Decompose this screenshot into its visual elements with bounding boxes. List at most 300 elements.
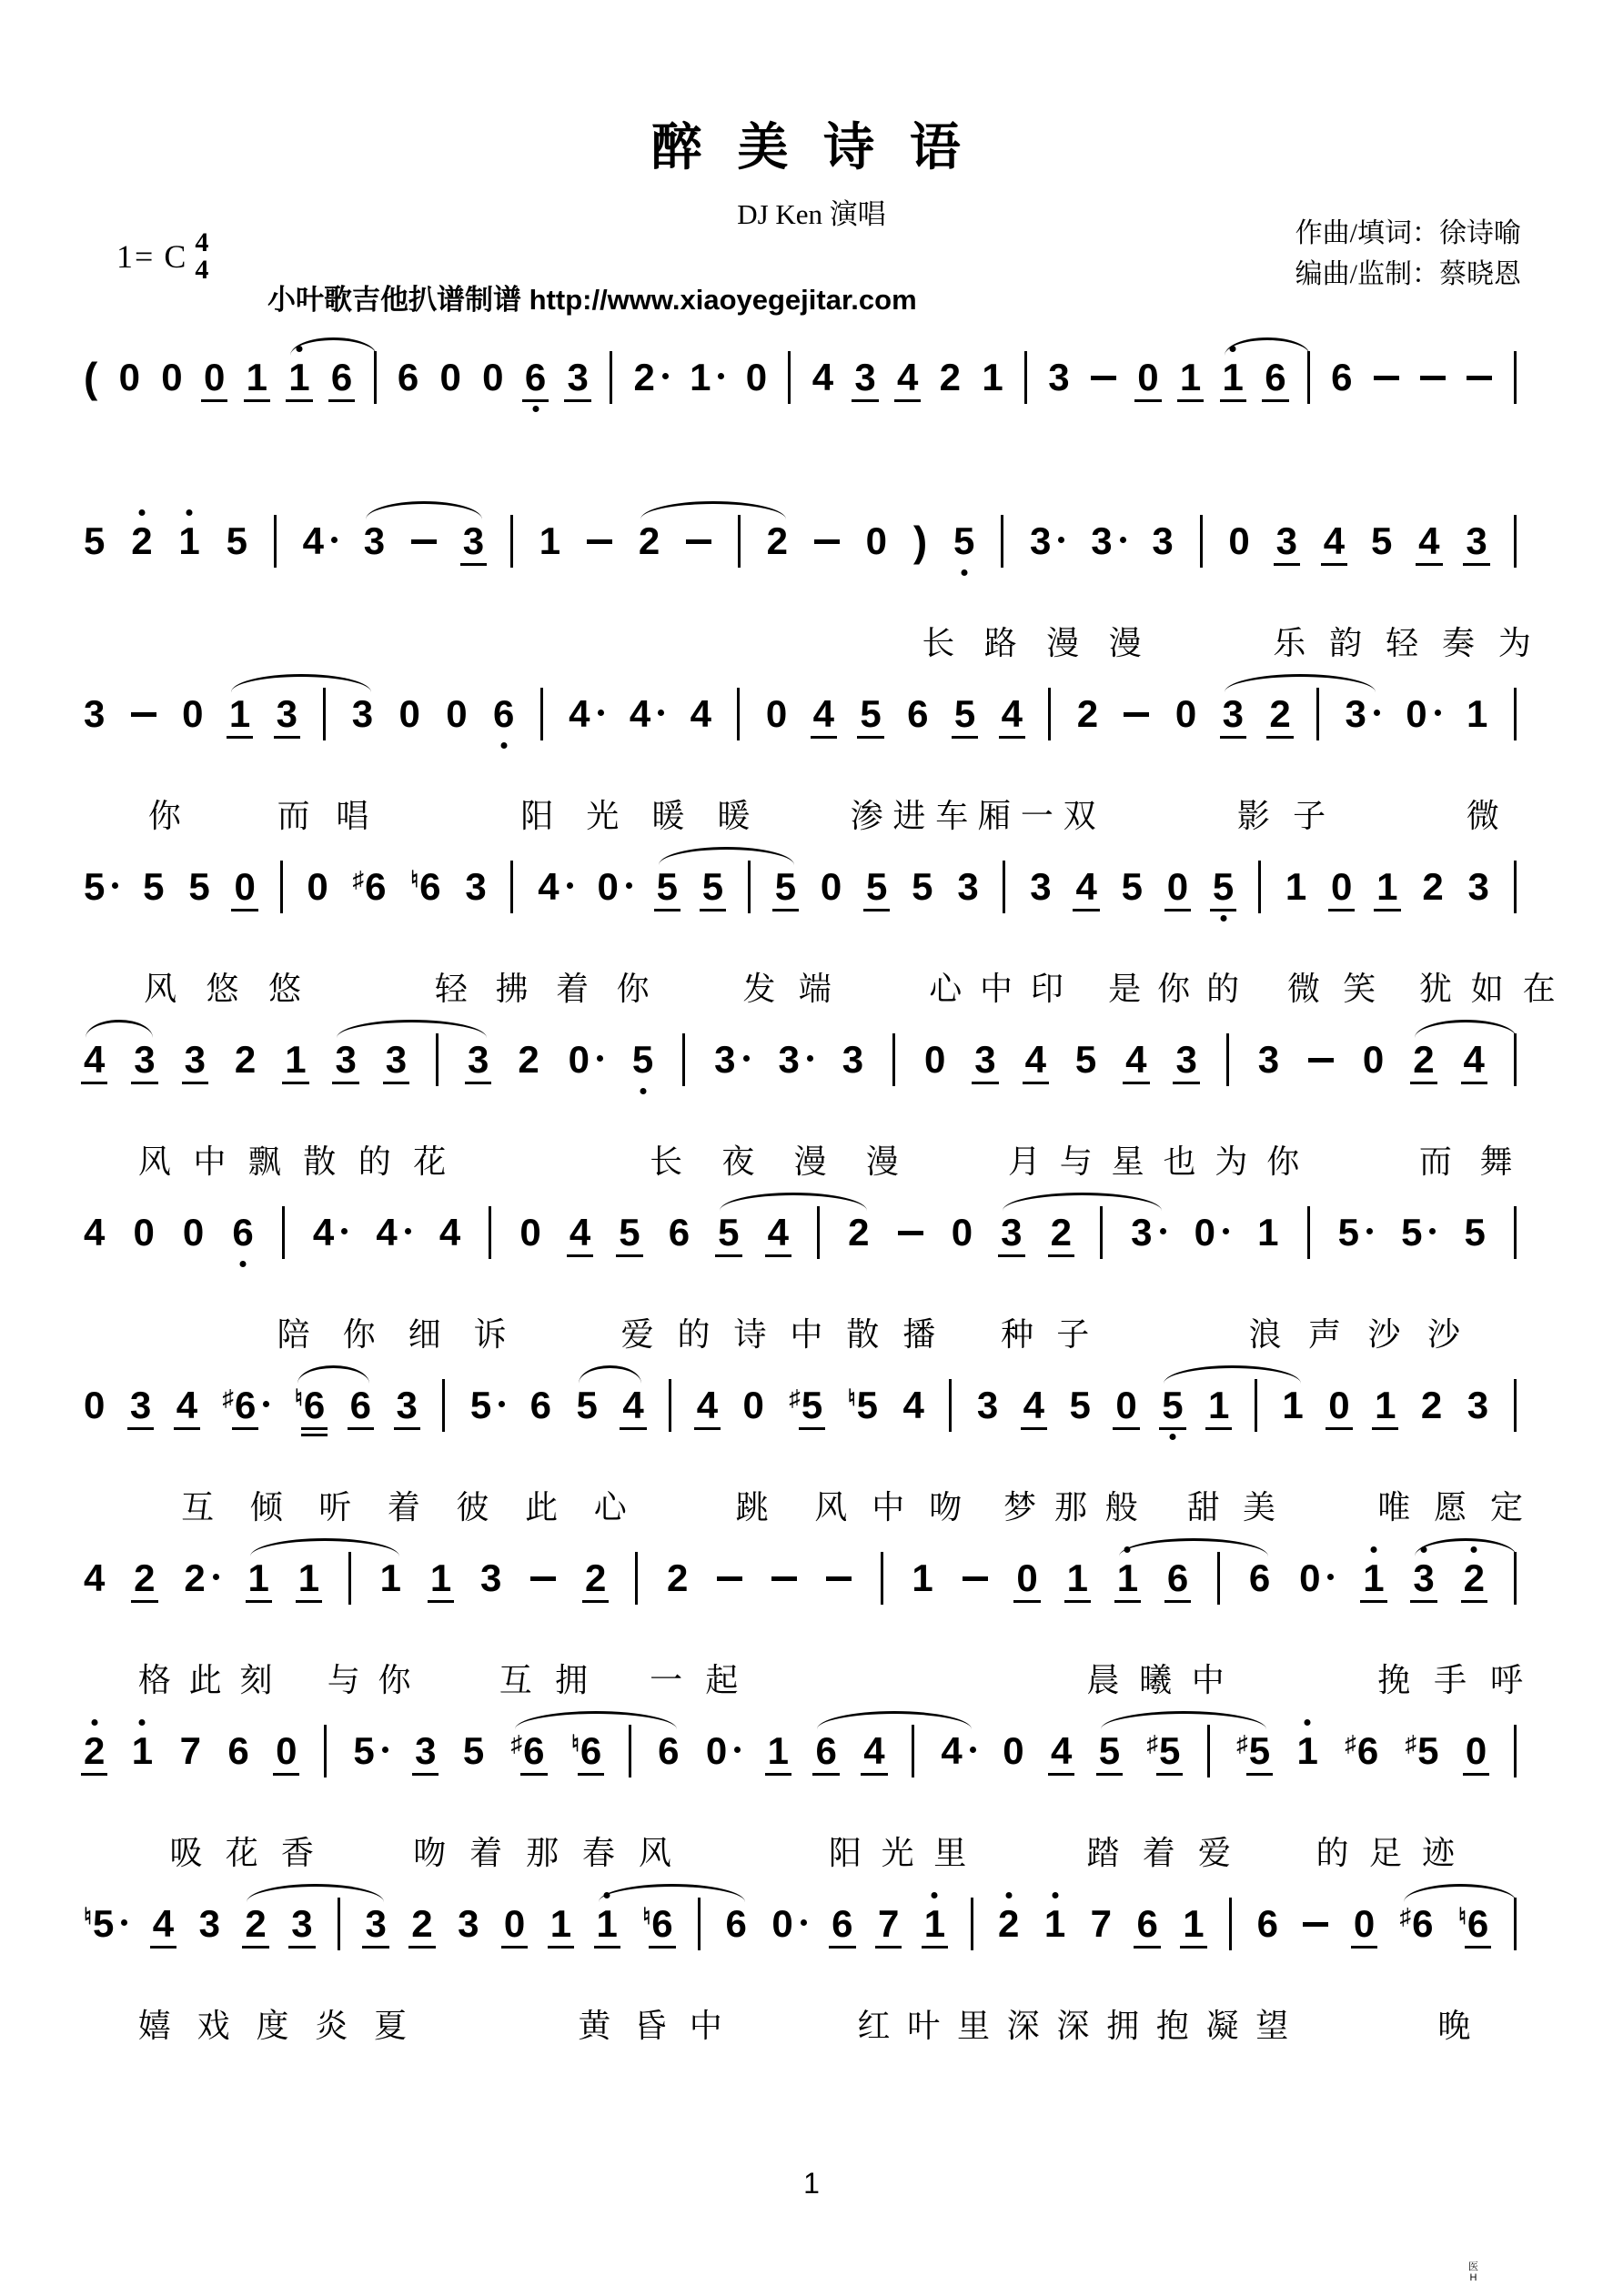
note-digit: 5 — [702, 868, 723, 906]
augmentation-dot — [1366, 1228, 1373, 1234]
underline-beam — [1266, 736, 1293, 739]
note — [666, 1556, 689, 1599]
note-digit: 0 — [1137, 358, 1158, 397]
octave-up-dot — [932, 1892, 938, 1898]
note-digit: 4 — [1324, 522, 1345, 560]
underline-beam — [328, 399, 355, 402]
note-digit: 1 — [912, 1556, 933, 1599]
note-digit: 3 — [842, 1038, 864, 1081]
barline — [817, 1206, 820, 1259]
note-digit: 4 — [863, 1732, 884, 1770]
barline — [1229, 1898, 1232, 1950]
note — [84, 1902, 127, 1945]
barline — [669, 1379, 671, 1432]
lyric-segment: 吻着那春风 — [413, 1834, 695, 1871]
notes-row — [84, 1722, 1517, 1780]
note-digit: 2 — [638, 519, 660, 562]
note-digit: 0 — [307, 865, 328, 908]
note — [1331, 865, 1353, 908]
note-digit: 5 — [856, 1384, 879, 1426]
note-digit: 3 — [458, 1902, 479, 1945]
note — [510, 1729, 545, 1772]
note-digit: 3 — [277, 695, 297, 733]
note — [982, 358, 1003, 397]
note — [1413, 1038, 1435, 1081]
octave-up-dot — [91, 1719, 97, 1726]
note — [1183, 1902, 1205, 1945]
note-digit: 1 — [1257, 1211, 1279, 1254]
note-digit: 4 — [1464, 1041, 1485, 1079]
note-digit: 2 — [1420, 1384, 1443, 1426]
note — [161, 358, 182, 397]
lyric-segment: 发端 — [742, 970, 854, 1007]
underline-beam — [852, 399, 878, 402]
note-digit: 1 — [1044, 1905, 1065, 1943]
underline-beam — [1374, 909, 1400, 911]
note — [941, 1729, 975, 1772]
underline-beam — [1410, 1082, 1437, 1084]
barline — [510, 515, 513, 568]
note — [903, 1386, 924, 1425]
score-system-10 — [84, 1895, 1517, 2042]
underline-beam — [244, 399, 270, 402]
note — [789, 1386, 822, 1425]
corner-watermark-bottom: H — [1469, 2272, 1477, 2283]
note-digit: 1 — [690, 356, 711, 398]
note-digit: 1 — [1297, 1732, 1318, 1770]
note — [1465, 1213, 1486, 1252]
underline-beam — [274, 736, 300, 739]
note — [331, 358, 352, 397]
barline — [881, 1552, 883, 1605]
note-digit: 3 — [854, 358, 875, 397]
note — [1222, 692, 1244, 735]
underline-beam — [857, 736, 883, 739]
barline — [1514, 1206, 1517, 1259]
note — [977, 1386, 998, 1425]
lyric-segment: 互拥 — [499, 1661, 611, 1698]
augmentation-dot — [743, 1055, 750, 1062]
underline-beam — [81, 1082, 107, 1084]
note — [1421, 1386, 1442, 1425]
note — [245, 1902, 267, 1945]
underline-beam — [1177, 399, 1204, 402]
note-digit: 6 — [1356, 1729, 1379, 1772]
note-digit: 2 — [234, 1038, 257, 1081]
augmentation-dot — [567, 882, 573, 889]
underline-beam — [408, 1946, 435, 1949]
note — [622, 1386, 643, 1425]
slur-arc — [659, 847, 793, 865]
underline-beam — [288, 1946, 315, 1949]
note-digit: 5 — [1099, 1732, 1120, 1770]
lyric-segment: 是你的 — [1108, 970, 1256, 1007]
note — [335, 1038, 357, 1081]
note-digit: 3 — [1466, 522, 1487, 560]
underline-beam — [460, 563, 487, 566]
note-digit: 0 — [820, 865, 842, 908]
note — [1001, 1213, 1022, 1252]
note-digit: 6 — [493, 695, 514, 733]
lyric-segment: 陪你细诉 — [277, 1315, 539, 1353]
note — [465, 865, 487, 908]
underline-beam — [301, 1434, 328, 1436]
octave-up-dot — [138, 509, 145, 516]
note-digit: 0 — [234, 868, 255, 906]
note-digit: 6 — [1256, 1902, 1278, 1945]
note-digit: 6 — [365, 865, 387, 908]
note-digit: 5 — [718, 1213, 739, 1252]
note-digit: 2 — [939, 356, 962, 398]
note — [658, 1729, 680, 1772]
note-digit: 2 — [1422, 865, 1444, 908]
note — [820, 865, 842, 908]
octave-down-dot — [1169, 1434, 1175, 1440]
dash-note — [826, 1576, 852, 1581]
barline — [1048, 688, 1051, 740]
octave-down-dot — [640, 1088, 646, 1094]
note — [848, 1386, 878, 1425]
dash-note — [898, 1231, 923, 1235]
note-digit: 2 — [633, 356, 655, 398]
lyrics-row — [84, 1309, 1517, 1351]
note-digit: 3 — [976, 1384, 999, 1426]
sharp-icon: ♯ — [352, 867, 365, 892]
underline-beam — [174, 1427, 200, 1430]
dash-note — [963, 1576, 988, 1581]
slur-arc — [1415, 1020, 1516, 1038]
note — [1256, 1902, 1278, 1945]
dash-note — [1308, 1058, 1334, 1062]
note-digit: 2 — [84, 1732, 105, 1770]
note — [183, 1213, 204, 1252]
underline-beam — [131, 1082, 157, 1084]
note-digit: 6 — [1467, 1905, 1488, 1943]
note — [778, 1038, 812, 1081]
underline-beam — [567, 1254, 593, 1257]
underline-beam — [332, 1082, 358, 1084]
underline-beam — [1048, 1773, 1074, 1776]
note — [771, 1902, 806, 1945]
note-digit: 3 — [480, 1556, 502, 1599]
lyric-segment: 你 — [147, 797, 201, 834]
note — [812, 358, 833, 397]
note — [398, 692, 420, 735]
note-digit: 0 — [1003, 1729, 1024, 1772]
score-system-6 — [84, 1203, 1517, 1351]
barline — [1514, 861, 1517, 913]
note-digit: 3 — [1413, 1559, 1434, 1597]
sharp-icon: ♯ — [1405, 1731, 1417, 1757]
natural-icon: ♮ — [847, 1385, 856, 1411]
underline-beam — [812, 1773, 839, 1776]
note — [569, 692, 603, 735]
note — [1146, 1729, 1181, 1772]
underline-beam — [1416, 563, 1442, 566]
barline — [323, 688, 326, 740]
credits-block — [1295, 213, 1521, 295]
note — [188, 865, 210, 908]
note — [912, 1556, 933, 1599]
underline-beam — [582, 1600, 609, 1603]
note — [1299, 1556, 1334, 1599]
note — [84, 1386, 105, 1425]
slur-arc — [1404, 1884, 1517, 1902]
octave-up-dot — [186, 509, 193, 516]
note-digit: 3 — [415, 1732, 436, 1770]
underline-beam — [620, 1427, 646, 1430]
underline-beam — [282, 1082, 308, 1084]
note-digit: 4 — [622, 1386, 643, 1425]
note — [84, 692, 106, 735]
note — [1208, 1386, 1229, 1425]
barline — [737, 688, 740, 740]
lyric-segment: 微 — [1466, 797, 1519, 834]
sharp-icon: ♯ — [789, 1385, 801, 1411]
note-digit: 6 — [1412, 1902, 1434, 1945]
note — [714, 1038, 749, 1081]
note-digit: 6 — [227, 1729, 249, 1772]
note — [1418, 519, 1440, 562]
underline-beam — [1220, 736, 1246, 739]
barline — [274, 515, 277, 568]
dash-note — [530, 1576, 556, 1581]
note — [468, 1038, 489, 1081]
slur-arc — [231, 674, 370, 692]
note — [1463, 1038, 1485, 1081]
note — [953, 519, 975, 562]
augmentation-dot — [382, 1747, 388, 1753]
lyric-segment: 风中吻 — [814, 1488, 987, 1526]
note-digit: 3 — [363, 519, 386, 562]
slur-arc — [337, 1020, 486, 1038]
underline-beam — [1262, 399, 1288, 402]
underline-beam — [1073, 909, 1099, 911]
note — [1248, 1556, 1271, 1599]
note-digit: 0 — [182, 1211, 205, 1254]
barline — [738, 515, 741, 568]
underline-beam — [150, 1946, 176, 1949]
underline-beam — [700, 909, 726, 911]
barline — [1024, 351, 1027, 404]
underline-beam — [799, 1427, 825, 1430]
note-digit: 0 — [705, 1729, 728, 1772]
note-digit: 0 — [504, 1905, 525, 1943]
note — [1413, 1556, 1435, 1599]
slur-arc — [579, 1365, 640, 1384]
underline-beam — [1180, 1946, 1206, 1949]
note-digit: 3 — [130, 1386, 151, 1425]
note-digit: 4 — [812, 356, 834, 398]
underline-beam — [1463, 563, 1489, 566]
underline-beam — [1210, 909, 1236, 911]
note — [1076, 692, 1099, 735]
barline — [1226, 1033, 1229, 1086]
note — [1406, 692, 1440, 735]
dash-note — [1091, 376, 1116, 380]
note-digit: 1 — [550, 1905, 571, 1943]
lyrics-row — [84, 963, 1575, 1007]
note-digit: 3 — [335, 1041, 356, 1079]
note-digit: 4 — [813, 695, 834, 733]
note-digit: 1 — [539, 519, 561, 562]
note — [854, 358, 875, 397]
augmentation-dot — [598, 710, 604, 716]
note — [701, 865, 724, 908]
note-digit: 0 — [1328, 1386, 1349, 1425]
note — [525, 358, 546, 397]
note-digit: 4 — [439, 1211, 461, 1254]
note — [1098, 1729, 1121, 1772]
note — [1125, 1038, 1147, 1081]
barline — [282, 1206, 285, 1259]
note-digit: 4 — [1075, 868, 1096, 906]
note — [410, 865, 441, 908]
barline — [1207, 1725, 1210, 1777]
barline — [635, 1552, 638, 1605]
note — [84, 865, 118, 908]
underline-beam — [1326, 1427, 1352, 1430]
underline-beam — [412, 1773, 439, 1776]
note — [1405, 1729, 1439, 1772]
note-digit: 0 — [1331, 868, 1352, 906]
barline — [892, 1033, 895, 1086]
barline — [1255, 1379, 1257, 1432]
key-signature — [116, 229, 208, 284]
note-digit: 4 — [312, 1211, 335, 1254]
underline-beam — [616, 1254, 642, 1257]
barline — [348, 1552, 351, 1605]
underline-beam — [1114, 1600, 1141, 1603]
note — [1212, 865, 1235, 908]
note-digit: 6 — [658, 1729, 680, 1772]
underline-beam — [564, 399, 590, 402]
lyric-segment: 与你 — [327, 1661, 429, 1698]
underline-beam — [231, 909, 257, 911]
sharp-icon: ♯ — [1146, 1731, 1159, 1757]
note — [184, 1556, 218, 1599]
barline — [1514, 1725, 1517, 1777]
notes-row — [84, 858, 1517, 916]
underline-beam — [465, 1082, 491, 1084]
note-digit: 6 — [832, 1905, 852, 1943]
underline-beam — [1013, 1600, 1040, 1603]
note-digit: 1 — [298, 1559, 319, 1597]
octave-down-dot — [1220, 915, 1226, 921]
note-digit: 5 — [1401, 1211, 1423, 1254]
note — [629, 692, 664, 735]
note — [458, 1902, 479, 1945]
note — [376, 1213, 410, 1252]
note-digit: 1 — [132, 1732, 153, 1770]
barline — [912, 1725, 914, 1777]
note — [998, 1902, 1020, 1945]
note — [397, 1386, 418, 1425]
augmentation-dot — [807, 1055, 813, 1062]
note-digit: 1 — [285, 1041, 306, 1079]
underline-beam — [1159, 1427, 1185, 1430]
note-digit: 0 — [1016, 1559, 1037, 1597]
octave-up-dot — [1052, 1892, 1058, 1898]
note-digit: 5 — [462, 1729, 485, 1772]
note-digit: 0 — [568, 1038, 590, 1081]
barline — [1307, 351, 1310, 404]
note — [295, 1386, 325, 1425]
note — [1401, 1213, 1436, 1252]
note-digit: 2 — [1464, 1559, 1485, 1597]
note — [952, 1213, 973, 1252]
note-digit: 2 — [1076, 692, 1099, 735]
natural-icon: ♮ — [84, 1904, 92, 1929]
underline-beam — [1123, 1082, 1149, 1084]
slur-arc — [290, 337, 376, 356]
note — [619, 1213, 640, 1252]
underline-beam — [578, 1773, 604, 1776]
note — [570, 1213, 590, 1252]
note — [815, 1729, 837, 1772]
note-digit: 0 — [1115, 1386, 1136, 1425]
underline-beam — [1351, 1946, 1377, 1949]
note-digit: 5 — [84, 865, 106, 908]
barline — [1100, 1206, 1103, 1259]
close-paren: ) — [912, 518, 928, 565]
time-signature — [195, 229, 208, 284]
note-digit: 2 — [245, 1905, 266, 1943]
lyric-segment: 微笑 — [1287, 970, 1399, 1007]
augmentation-dot — [626, 882, 632, 889]
note-digit: 6 — [1136, 1905, 1157, 1943]
note — [1338, 1213, 1373, 1252]
lyric-segment: 吸花香 — [169, 1834, 338, 1871]
note-digit: 3 — [185, 1041, 206, 1079]
underline-beam — [952, 736, 978, 739]
note — [462, 519, 485, 562]
note-digit: 3 — [1467, 865, 1489, 908]
note-digit: 6 — [304, 1386, 325, 1425]
note-digit: 5 — [1249, 1732, 1270, 1770]
note — [1467, 1386, 1488, 1425]
note-digit: 3 — [1175, 1041, 1196, 1079]
note — [1066, 1556, 1088, 1599]
note — [832, 1902, 853, 1945]
underline-beam — [765, 1254, 791, 1257]
lyric-segment: 阳光里 — [829, 1834, 986, 1871]
lyric-segment: 风中飘散的花 — [137, 1143, 469, 1180]
note — [204, 358, 225, 397]
note — [567, 358, 588, 397]
note — [1275, 519, 1297, 562]
barline — [1307, 1206, 1310, 1259]
notes-row — [84, 1895, 1517, 1953]
note-digit: 5 — [801, 1386, 822, 1425]
note-digit: 6 — [397, 356, 419, 398]
note-digit: 4 — [629, 692, 651, 735]
underline-beam — [394, 1427, 420, 1430]
note-digit: 5 — [1074, 1038, 1097, 1081]
lyric-segment: 种子 — [1001, 1315, 1113, 1353]
key-prefix: 1= — [116, 238, 156, 275]
underline-beam — [654, 909, 680, 911]
note-digit: 3 — [1131, 1211, 1153, 1254]
lyrics-row — [84, 2000, 1517, 2042]
underline-beam — [772, 909, 799, 911]
note-digit: 0 — [923, 1038, 946, 1081]
slur-arc — [1003, 1193, 1162, 1211]
lyric-segment: 的足迹 — [1316, 1834, 1476, 1871]
octave-down-dot — [240, 1261, 247, 1267]
performer-line: DJ Ken 演唱 — [737, 198, 886, 230]
note-digit: 0 — [765, 692, 788, 735]
